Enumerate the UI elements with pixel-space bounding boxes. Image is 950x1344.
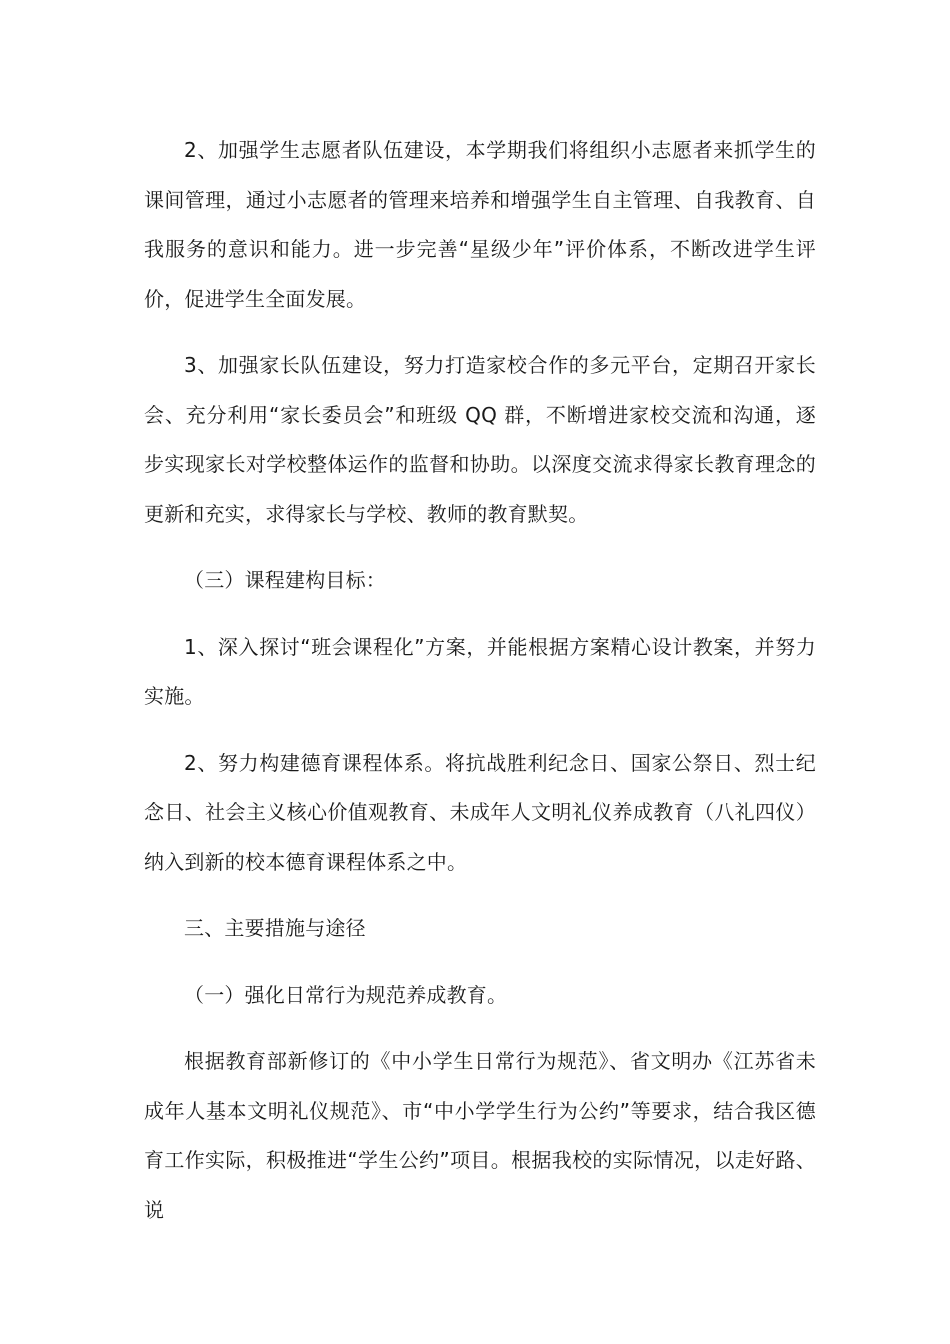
heading-curriculum-goals: （三）课程建构目标：: [184, 568, 386, 592]
paragraph-class-meeting: 1、深入探讨“班会课程化”方案，并能根据方案精心设计教案，并努力实施。: [144, 634, 816, 708]
document-body: [144, 126, 816, 1252]
heading-main-measures: 三、主要措施与途径: [184, 916, 366, 940]
paragraph-volunteer-team: 2、加强学生志愿者队伍建设，本学期我们将组织小志愿者来抓学生的课间管理，通过小志愿者的管理来培养和增强学生自主管理、自我教育、自我服务的意识和能力。进一步完善“星级少年”评价体系，不断改进学生评价，促进学生全面发展。: [144, 138, 816, 311]
heading-daily-behavior: （一）强化日常行为规范养成教育。: [184, 982, 508, 1007]
paragraph-behavior-norms: 根据教育部新修订的《中小学生日常行为规范》、省文明办《江苏省未成年人基本文明礼仪规范》、市“中小学学生行为公约”等要求，结合我区德育工作实际，积极推进“学生公约”项目。根据我校的实际情况，以走好路、说: [144, 1049, 816, 1222]
paragraph-parent-team: 3、加强家长队伍建设，努力打造家校合作的多元平台，定期召开家长会、充分利用“家长委员会”和班级 QQ 群，不断增进家校交流和沟通，逐步实现家长对学校整体运作的监督和协助。以深度交流求得家长教育理念的更新和充实，求得家长与学校、教师的教育默契。: [144, 353, 816, 526]
paragraph-moral-curriculum: 2、努力构建德育课程体系。将抗战胜利纪念日、国家公祭日、烈士纪念日、社会主义核心价值观教育、未成年人文明礼仪养成教育（八礼四仪）纳入到新的校本德育课程体系之中。: [144, 750, 816, 874]
